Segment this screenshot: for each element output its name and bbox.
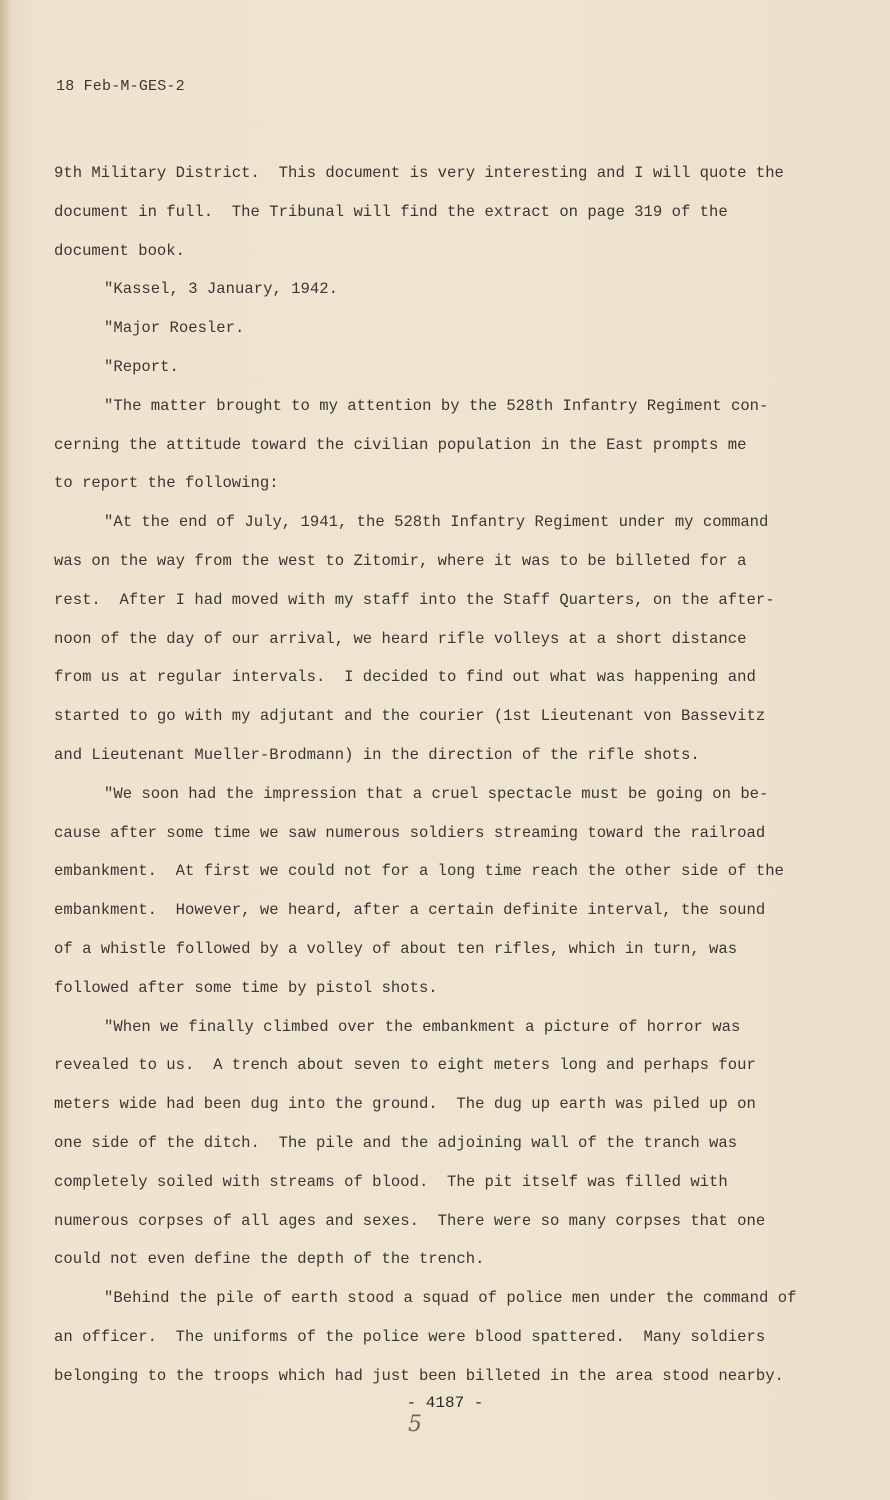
text-line: and Lieutenant Mueller-Brodmann) in the direction of the rifle shots. <box>54 745 700 764</box>
text-line: numerous corpses of all ages and sexes. There were so many corpses that one <box>54 1211 766 1230</box>
text-line: "Behind the pile of earth stood a squad of police men under the command of <box>104 1289 797 1308</box>
text-line: embankment. However, we heard, after a certain definite interval, the sound <box>54 901 766 920</box>
text-line: "Major Roesler. <box>104 319 245 338</box>
text-line: could not even define the depth of the trench. <box>54 1250 485 1269</box>
text-line: from us at regular intervals. I decided to find out what was happening and <box>54 668 756 687</box>
text-line: started to go with my adjutant and the courier (1st Lieutenant von Bassevitz <box>54 707 766 726</box>
page-number: - 4187 - <box>406 1394 484 1412</box>
text-line: noon of the day of our arrival, we heard rifle volleys at a short distance <box>54 629 747 648</box>
handwritten-page-mark: 5 <box>408 1412 422 1437</box>
text-line: "Report. <box>104 357 179 376</box>
text-line: one side of the ditch. The pile and the adjoining wall of the tranch was <box>54 1133 738 1152</box>
document-body <box>54 154 834 1396</box>
text-line: 9th Military District. This document is very interesting and I will quote the <box>54 164 784 182</box>
text-line: document in full. The Tribunal will find the extract on page 319 of the <box>54 202 728 221</box>
text-line: of a whistle followed by a volley of about ten rifles, which in turn, was <box>54 939 738 958</box>
text-line: "At the end of July, 1941, the 528th Infantry Regiment under my command <box>104 513 769 532</box>
text-line: completely soiled with streams of blood. The pit itself was filled with <box>54 1172 728 1191</box>
text-line: meters wide had been dug into the ground. The dug up earth was piled up on <box>54 1095 756 1114</box>
text-line: belonging to the troops which had just been billeted in the area stood nearby. <box>54 1366 784 1385</box>
paper-edge <box>0 0 10 1500</box>
text-line: document book. <box>54 241 186 260</box>
text-line: cerning the attitude toward the civilian population in the East prompts me <box>54 435 747 454</box>
text-line: "The matter brought to my attention by the 528th Infantry Regiment con- <box>104 396 769 415</box>
text-line: "We soon had the impression that a cruel spectacle must be going on be- <box>104 784 769 803</box>
text-line: was on the way from the west to Zitomir, where it was to be billeted for a <box>54 551 747 570</box>
document-reference: 18 Feb-M-GES-2 <box>56 78 185 95</box>
text-line: rest. After I had moved with my staff into the Staff Quarters, on the after- <box>54 590 775 609</box>
text-line: embankment. At first we could not for a long time reach the other side of the <box>54 862 784 881</box>
text-line: an officer. The uniforms of the police were blood spattered. Many soldiers <box>54 1327 766 1346</box>
text-line: revealed to us. A trench about seven to eight meters long and perhaps four <box>54 1056 756 1075</box>
text-line: to report the following: <box>54 474 279 493</box>
text-line: cause after some time we saw numerous soldiers streaming toward the railroad <box>54 823 766 842</box>
text-line: "When we finally climbed over the embankment a picture of horror was <box>104 1017 741 1036</box>
text-line: "Kassel, 3 January, 1942. <box>104 280 338 299</box>
text-line: followed after some time by pistol shots. <box>54 978 438 997</box>
